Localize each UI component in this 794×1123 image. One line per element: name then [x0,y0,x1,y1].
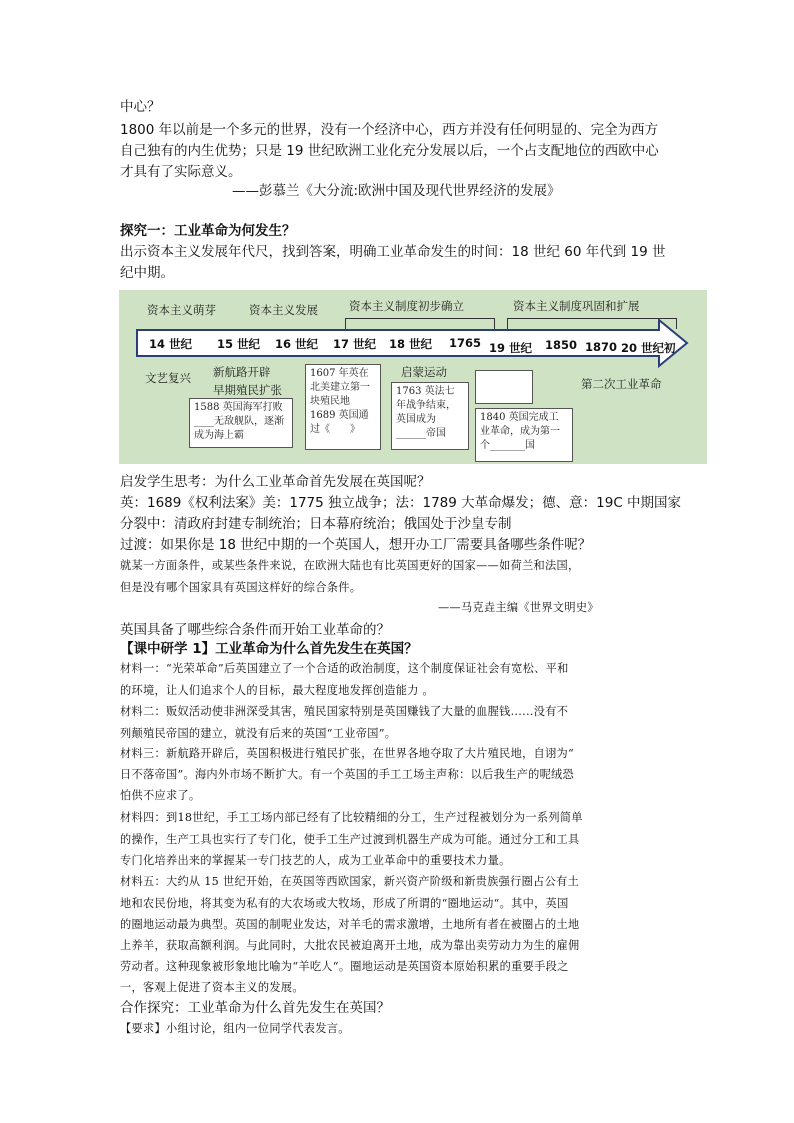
tick-18c: 18 世纪 [389,337,433,351]
tick-20c: 20 世纪初 [621,341,676,355]
material-4b: 的操作，生产工具也实行了专门化，使手工生产过渡到机器生产成为可能。通过分工和工具 [120,833,580,846]
tick-1850: 1850 [545,338,578,352]
quote-line-1: 就某一方面条件，或某些条件来说，在欧洲大陆也有比英国更好的国家——如荷兰和法国， [120,559,580,572]
material-5d: 上养羊，获取高额利润。与此同时，大批农民被迫离开土地，成为靠出卖劳动力为生的雇佣 [120,939,580,952]
tick-1765: 1765 [449,336,482,350]
label-renaissance: 文艺复兴 [145,371,191,385]
bracket-consolidate [507,318,677,329]
quote-line-2: 但是没有哪个国家具有英国这样好的综合条件。 [120,581,362,594]
label-consolidate: 资本主义制度巩固和扩展 [513,299,640,313]
label-develop: 资本主义发展 [249,303,318,317]
explore-line-1: 出示资本主义发展年代尺，找到答案，明确工业革命发生的时间：18 世纪 60 年代到 19 世 [120,244,666,260]
material-4c: 专门化培养出来的掌握某一专门技艺的人，成为工业革命中的重要技术力量。 [120,854,511,867]
think-question-2: 英国具备了哪些综合条件而开始工业革命的？ [120,622,390,638]
think-answer-1: 英：1689《权利法案》美：1775 独立战争；法：1789 大革命爆发；德、意：19C 中期国家 [120,495,682,511]
tick-15c: 15 世纪 [217,337,261,351]
requirement: 【要求】小组讨论，组内一位同学代表发言。 [120,1022,350,1035]
label-bud: 资本主义萌芽 [147,303,216,317]
think-question: 启发学生思考：为什么工业革命首先发展在英国呢？ [120,474,431,490]
explore-title: 探究一：工业革命为何发生？ [120,223,296,239]
transition: 过渡：如果你是 18 世纪中期的一个英国人，想开办工厂需要具备哪些条件呢？ [120,537,592,553]
label-new-route-2: 早期殖民扩张 [213,383,282,397]
material-2a: 材料二：贩奴活动使非洲深受其害，殖民国家特别是英国赚钱了大量的血腥钱......没有不 [120,705,569,718]
tick-14c: 14 世纪 [149,337,193,351]
intro-line-1: 中心？ [120,99,161,115]
material-5b: 地和农民份地，将其变为私有的大农场或大牧场，形成了所谓的“圈地运动“。其中，英国 [120,897,569,910]
intro-source: ——彭慕兰《大分流:欧洲中国及现代世界经济的发展》 [232,183,561,199]
quote-source: ——马克垚主编《世界文明史》 [438,601,599,614]
event-box-1840: 1840 英国完成工业革命，成为第一个_______国 [475,408,573,462]
research-title: 【课中研学 1】工业革命为什么首先发生在英国？ [120,641,418,657]
bracket-establish [345,318,495,329]
event-box-1763: 1763 英法七年战争结束，英国成为______帝国 [391,382,469,450]
explore-line-2: 纪中期。 [120,265,174,281]
label-enlightenment: 启蒙运动 [401,365,447,379]
think-answer-2: 分裂中：清政府封建专制统治；日本幕府统治；俄国处于沙皇专制 [120,516,512,532]
intro-line-4: 才具有了实际意义。 [120,164,242,180]
material-3c: 怕供不应求了。 [120,789,201,802]
tick-1870: 1870 [585,340,618,354]
intro-line-3: 自己独有的内生优势；只是 19 世纪欧洲工业化充分发展以后，一个占支配地位的西欧中心 [120,143,659,159]
tick-19c: 19 世纪 [489,341,533,355]
label-new-route-1: 新航路开辟 [213,365,271,379]
intro-line-2: 1800 年以前是一个多元的世界，没有一个经济中心，西方并没有任何明显的、完全为西方 [120,122,659,138]
event-box-empty [475,370,533,404]
tick-16c: 16 世纪 [275,337,319,351]
material-5c: 的圈地运动最为典型。英国的制呢业发达，对羊毛的需求激增，土地所有者在被圈占的土地 [120,918,580,931]
label-second-ir: 第二次工业革命 [581,377,662,391]
coop-question: 合作探究：工业革命为什么首先发生在英国？ [120,1000,390,1016]
material-1b: 的环境，让人们追求个人的目标，最大程度地发挥创造能力 。 [120,684,435,697]
label-establish: 资本主义制度初步确立 [349,299,464,313]
material-3b: 日不落帝国”。海内外市场不断扩大。有一个英国的手工工场主声称：以后我生产的呢绒恐 [120,768,575,781]
material-4a: 材料四：到18世纪，手工工场内部已经有了比较精细的分工，生产过程被划分为一系列简单 [120,811,583,824]
timeline-figure [119,290,707,464]
material-1a: 材料一：“光荣革命”后英国建立了一个合适的政治制度，这个制度保证社会有宽松、平和 [120,662,569,675]
material-2b: 列颠殖民帝国的建立，就没有后来的英国“工业帝国”。 [120,727,397,740]
material-5f: 一，客观上促进了资本主义的发展。 [120,981,304,994]
event-box-1607: 1607 年英在北美建立第一块殖民地 1689 英国通过《 》 [305,364,381,450]
tick-17c: 17 世纪 [333,337,377,351]
event-box-1588: 1588 英国海军打败____无敌舰队，逐渐成为海上霸 [189,398,293,448]
material-3a: 材料三：新航路开辟后，英国积极进行殖民扩张，在世界各地夺取了大片殖民地，自诩为“ [120,747,575,760]
material-5a: 材料五：大约从 15 世纪开始，在英国等西欧国家，新兴资产阶级和新贵族强行圈占公有土 [120,875,580,888]
material-5e: 劳动者。这种现象被形象地比喻为“羊吃人“。圈地运动是英国资本原始积累的重要手段之 [120,960,569,973]
